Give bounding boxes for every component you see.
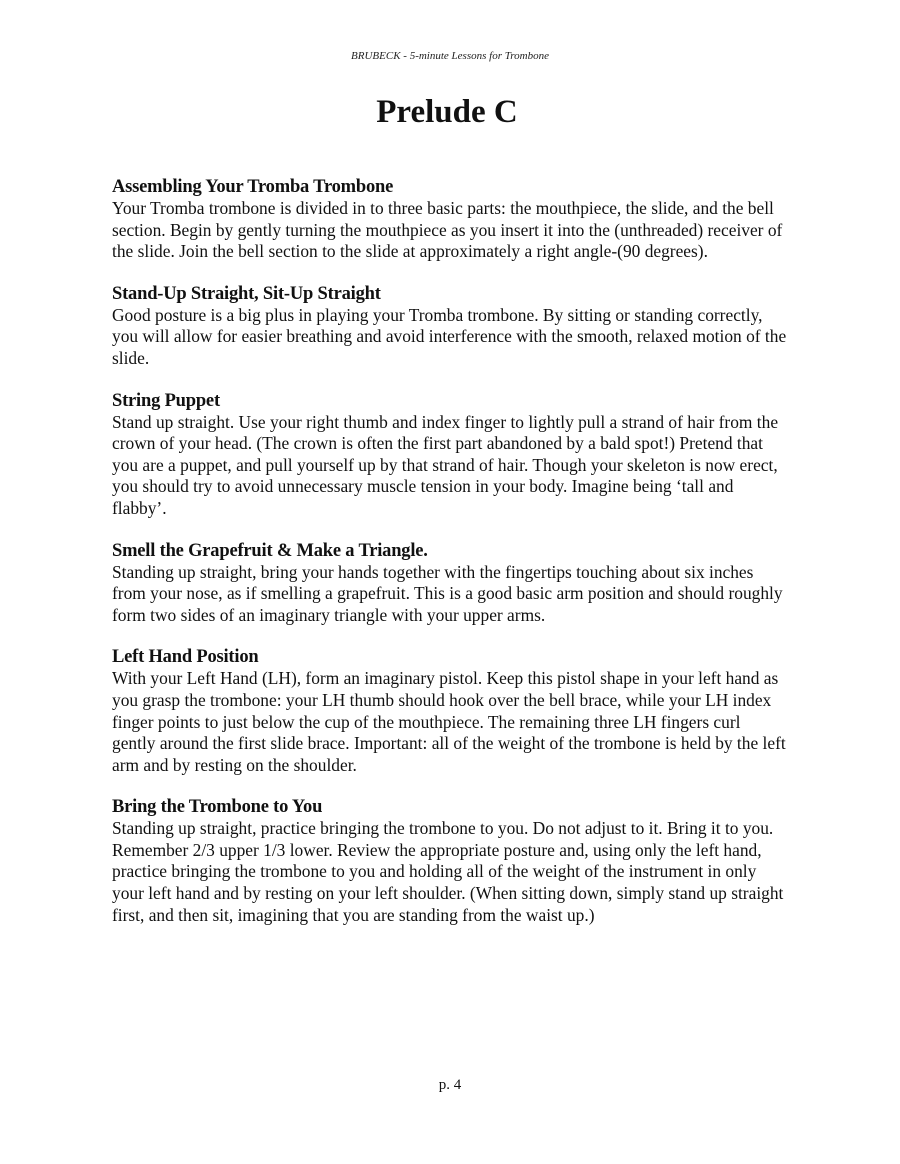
section-string-puppet bbox=[112, 390, 788, 520]
section-bring-trombone bbox=[112, 796, 788, 926]
page-title: Prelude C bbox=[376, 94, 518, 130]
section-left-hand bbox=[112, 646, 788, 776]
section-paragraph: Stand up straight. Use your right thumb and index finger to lightly pull a strand of hair from the crown of your head. (The crown is often the first part abandoned by a bald spot!) Pretend that you are a puppet, and pull yourself up by that strand of hair. Though your skeleton is now erect, you should try to avoid unnecessary muscle tension in your body. Imagine being ‘tall and flabby’. bbox=[112, 411, 779, 518]
section-heading: Bring the Trombone to You bbox=[112, 797, 323, 818]
section-paragraph: Good posture is a big plus in playing your Tromba trombone. By sitting or standing correctly, you will allow for easier breathing and avoid interference with the smooth, relaxed motion of the slide. bbox=[112, 304, 787, 368]
section-paragraph: Standing up straight, practice bringing the trombone to you. Do not adjust to it. Bring it to you. Remember 2/3 upper 1/3 lower. Review the appropriate posture and, using only the left hand, practice bringing the trombone to you and holding all of the weight of the instrument in only your left hand and by resting on your left shoulder. (When sitting down, simply stand up straight first, and then sit, imagining that you are standing from the waist up.) bbox=[112, 818, 784, 925]
section-posture bbox=[112, 283, 788, 370]
section-paragraph: Your Tromba trombone is divided in to three basic parts: the mouthpiece, the slide, and the bell section. Begin by gently turning the mouthpiece as you insert it into the (unthreaded) receiver of the slide. Join the bell section to the slide at approximately a right angle-(90 degrees). bbox=[112, 198, 783, 262]
section-heading: Smell the Grapefruit & Make a Triangle. bbox=[112, 540, 428, 561]
page-number: p. 4 bbox=[438, 1077, 462, 1093]
section-grapefruit bbox=[112, 540, 788, 627]
section-heading: Left Hand Position bbox=[112, 647, 259, 668]
section-heading: String Puppet bbox=[112, 390, 220, 411]
section-assembling bbox=[112, 176, 788, 263]
section-paragraph: Standing up straight, bring your hands together with the fingertips touching about six inches from your nose, as if smelling a grapefruit. This is a good basic arm position and should roughly form two sides of an imaginary triangle with your upper arms. bbox=[112, 561, 783, 625]
running-header: BRUBECK - 5-minute Lessons for Trombone bbox=[351, 50, 549, 62]
section-paragraph: With your Left Hand (LH), form an imaginary pistol. Keep this pistol shape in your left hand as you grasp the trombone: your LH thumb should hook over the bell brace, while your LH index finger points to just below the cup of the mouthpiece. The remaining three LH fingers curl gently around the first slide brace. Important: all of the weight of the trombone is held by the left arm and by resting on the shoulder. bbox=[112, 668, 786, 775]
document-body bbox=[112, 176, 788, 946]
section-heading: Assembling Your Tromba Trombone bbox=[112, 177, 394, 197]
section-heading: Stand-Up Straight, Sit-Up Straight bbox=[112, 283, 381, 304]
